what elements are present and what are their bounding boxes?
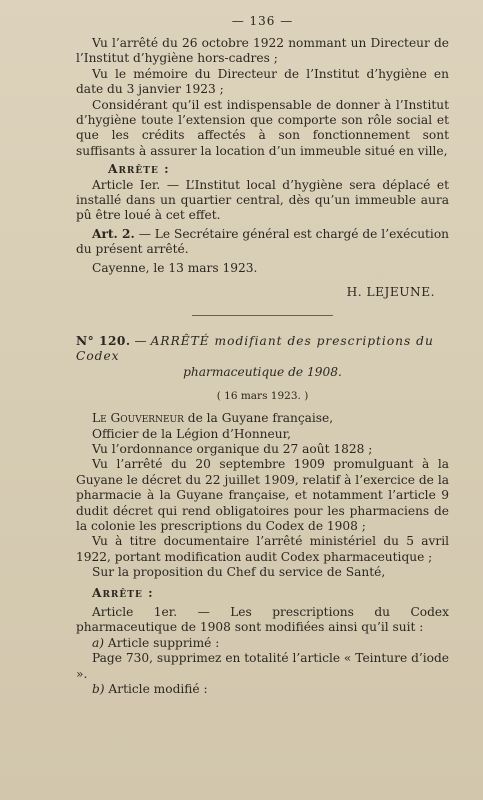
arrete-title bbox=[76, 334, 449, 365]
vu-arrete-1909-paragraph: Vu l’arrêté du 20 septembre 1909 promulguant à la Guyane le décret du 22 juillet 1909, relatif à l’exercice de la pharmacie à la Guyane française, et notamment l’article 9 dudit décret qui rend obligatoires pour les pharmaciens de la colonie les prescriptions du Codex de 1908 ; bbox=[76, 457, 449, 533]
governor-rest: de la Guyane française, bbox=[183, 411, 334, 426]
title-dash: — bbox=[130, 333, 151, 348]
article-2-text: — Le Secrétaire général est chargé de l’exécution du présent arrêté. bbox=[76, 226, 450, 257]
sur-proposition-paragraph: Sur la proposition du Chef du service de Santé, bbox=[92, 565, 386, 580]
page-730-line: Page 730, supprimez en totalité l’article « Teinture d’iode ». bbox=[76, 651, 449, 681]
arrete-heading-2: Arrête : bbox=[92, 585, 154, 600]
arrete-number: N° 120. bbox=[76, 333, 131, 348]
governor-prefix: Le Gouverneur bbox=[92, 411, 184, 426]
vu-arrete-paragraph: Vu l’arrêté du 26 octobre 1922 nommant un Directeur de l’Institut d’hygiène hors-cadres ; bbox=[76, 36, 449, 66]
item-a-label: a) bbox=[92, 635, 105, 650]
governor-line bbox=[76, 411, 449, 426]
considerant-paragraph: Considérant qu’il est indispensable de donner à l’Institut d’hygiène toute l’extension que comporte son rôle social et que les crédits affectés à son fonctionnement sont suffisants à assurer la location d’un immeuble situé en ville, bbox=[76, 97, 449, 158]
signature: H. LEJEUNE. bbox=[346, 285, 435, 300]
article-1-text: — L’Institut local d’hygiène sera déplacé et installé dans un quartier central, dès qu’un immeuble aura pû être loué à cet effet. bbox=[76, 177, 449, 223]
item-a bbox=[76, 636, 449, 651]
arrete-heading: Arrête : bbox=[108, 162, 170, 177]
arrete-subtitle: pharmaceutique de 1908. bbox=[183, 365, 342, 380]
arrete-date: ( 16 mars 1923. ) bbox=[216, 389, 309, 402]
page-number: — 136 — bbox=[231, 14, 294, 28]
article-1-paragraph bbox=[76, 178, 449, 224]
item-b-text: Article modifié : bbox=[104, 682, 208, 697]
item-b-label: b) bbox=[92, 682, 105, 697]
item-b bbox=[76, 682, 449, 697]
place-date: Cayenne, le 13 mars 1923. bbox=[92, 260, 258, 275]
officer-line: Officier de la Légion d’Honneur, bbox=[92, 426, 291, 441]
vu-memoire-paragraph: Vu le mémoire du Directeur de l’Institut d’hygiène en date du 3 janvier 1923 ; bbox=[76, 66, 449, 97]
vu-titre-documentaire-paragraph: Vu à titre documentaire l’arrêté ministériel du 5 avril 1922, portant modification audit Codex pharmaceutique ; bbox=[76, 534, 449, 564]
vu-ordonnance-paragraph: Vu l’ordonnance organique du 27 août 1828 ; bbox=[92, 441, 373, 456]
arrete-title-text: ARRÊTÉ modifiant des prescriptions du Codex bbox=[76, 333, 434, 363]
article-2-paragraph bbox=[76, 227, 449, 258]
article-1-codex-paragraph: Article 1er. — Les prescriptions du Codex pharmaceutique de 1908 sont modifiées ainsi qu’il suit : bbox=[76, 605, 449, 635]
article-2-label: Art. 2. bbox=[92, 226, 135, 241]
article-1-label: Article Ier. bbox=[92, 177, 161, 192]
item-a-text: Article supprimé : bbox=[104, 635, 220, 650]
section-divider bbox=[192, 315, 334, 316]
